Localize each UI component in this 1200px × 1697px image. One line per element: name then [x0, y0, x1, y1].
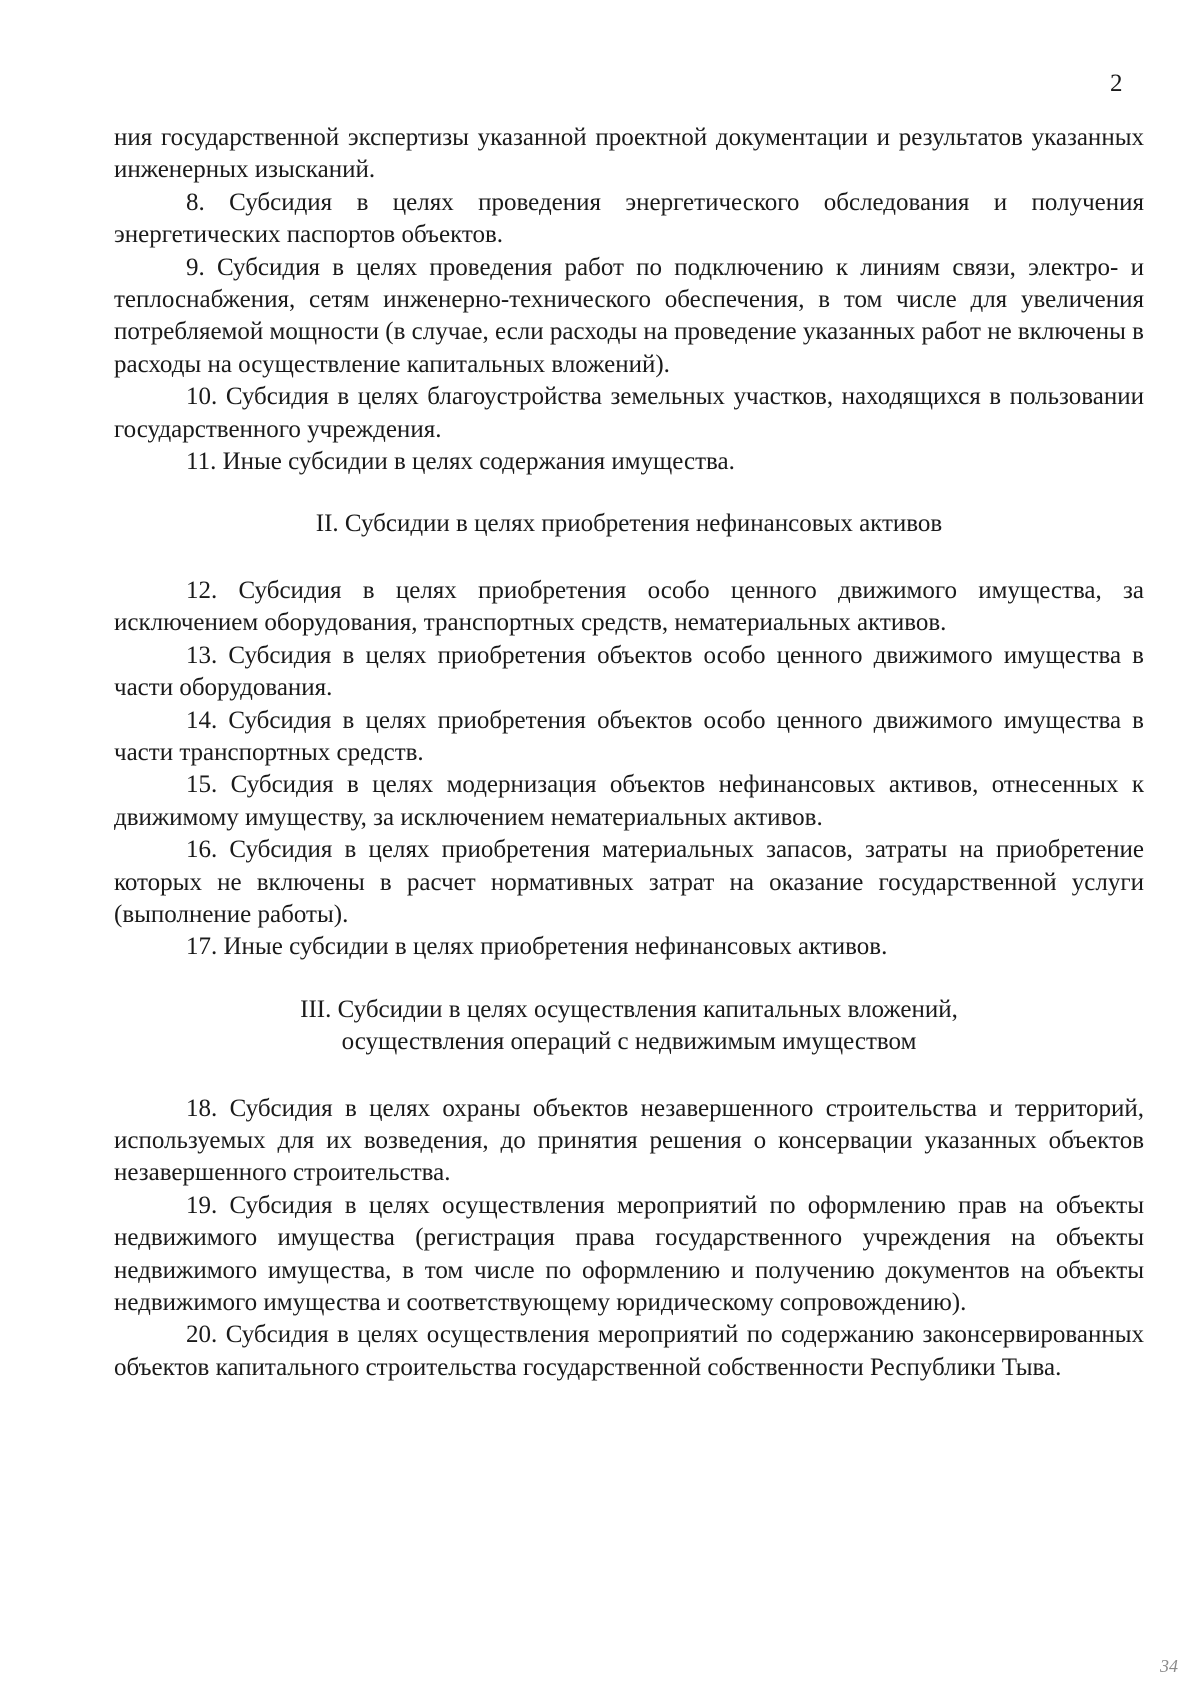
- paragraph-item-16: 16. Субсидия в целях приобретения материальных запасов, затраты на приобретение которых не включены в расчет нормативных затрат на оказание государственной услуги (выполнение работы).: [114, 836, 1144, 928]
- paragraph-continuation: ния государственной экспертизы указанной проектной документации и результатов указанных инженерных изысканий.: [114, 124, 1144, 184]
- section-2-heading: [114, 508, 1144, 540]
- paragraph-item-13: 13. Субсидия в целях приобретения объектов особо ценного движимого имущества в части оборудования.: [114, 641, 1144, 702]
- paragraph-item-14: 14. Субсидия в целях приобретения объектов особо ценного движимого имущества в части транспортных средств.: [114, 706, 1144, 766]
- document-body: [114, 122, 1144, 1384]
- section-2-heading-text: II. Субсидии в целях приобретения нефинансовых активов: [315, 510, 943, 538]
- paragraph-item-15: 15. Субсидия в целях модернизация объектов нефинансовых активов, отнесенных к движимому имуществу, за исключением нематериальных активов.: [114, 771, 1144, 831]
- page-number: 2: [1110, 70, 1123, 97]
- paragraph-item-20: 20. Субсидия в целях осуществления мероприятий по содержанию законсервированных объектов капитального строительства государственной собственности Республики Тыва.: [114, 1321, 1144, 1381]
- paragraph-item-9: 9. Субсидия в целях проведения работ по подключению к линиям связи, электро- и теплоснабжения, сетям инженерно-технического обеспечения, в том числе для увеличения потребляемой мощности (в случае, если расходы на проведение указанных работ не включены в расходы на осуществление капитальных вложений).: [114, 253, 1144, 378]
- section-3-heading-line-2: осуществления операций с недвижимым имуществом: [341, 1028, 917, 1056]
- paragraph-item-8: 8. Субсидия в целях проведения энергетического обследования и получения энергетических паспортов объектов.: [114, 188, 1144, 249]
- paragraph-item-10: 10. Субсидия в целях благоустройства земельных участков, находящихся в пользовании государственного учреждения.: [114, 383, 1144, 443]
- section-3-heading: [114, 994, 1144, 1059]
- margin-handwritten-mark: 34: [1160, 1656, 1178, 1676]
- paragraph-item-19: 19. Субсидия в целях осуществления мероприятий по оформлению прав на объекты недвижимого имущества (регистрация права государственного учреждения на объекты недвижимого имущества, в том числе по оформлению и получению документов на объекты недвижимого имущества и соответствующему юридическому сопровождению).: [114, 1191, 1144, 1316]
- paragraph-item-12: 12. Субсидия в целях приобретения особо ценного движимого имущества, за исключением оборудования, транспортных средств, нематериальных активов.: [114, 576, 1144, 637]
- paragraph-item-11: 11. Иные субсидии в целях содержания имущества.: [186, 448, 735, 476]
- paragraph-item-18: 18. Субсидия в целях охраны объектов незавершенного строительства и территорий, используемых для их возведения, до принятия решения о консервации указанных объектов незавершенного строительства.: [114, 1094, 1144, 1187]
- paragraph-item-17: 17. Иные субсидии в целях приобретения нефинансовых активов.: [186, 933, 888, 961]
- section-3-heading-line-1: III. Субсидии в целях осуществления капитальных вложений,: [300, 995, 958, 1023]
